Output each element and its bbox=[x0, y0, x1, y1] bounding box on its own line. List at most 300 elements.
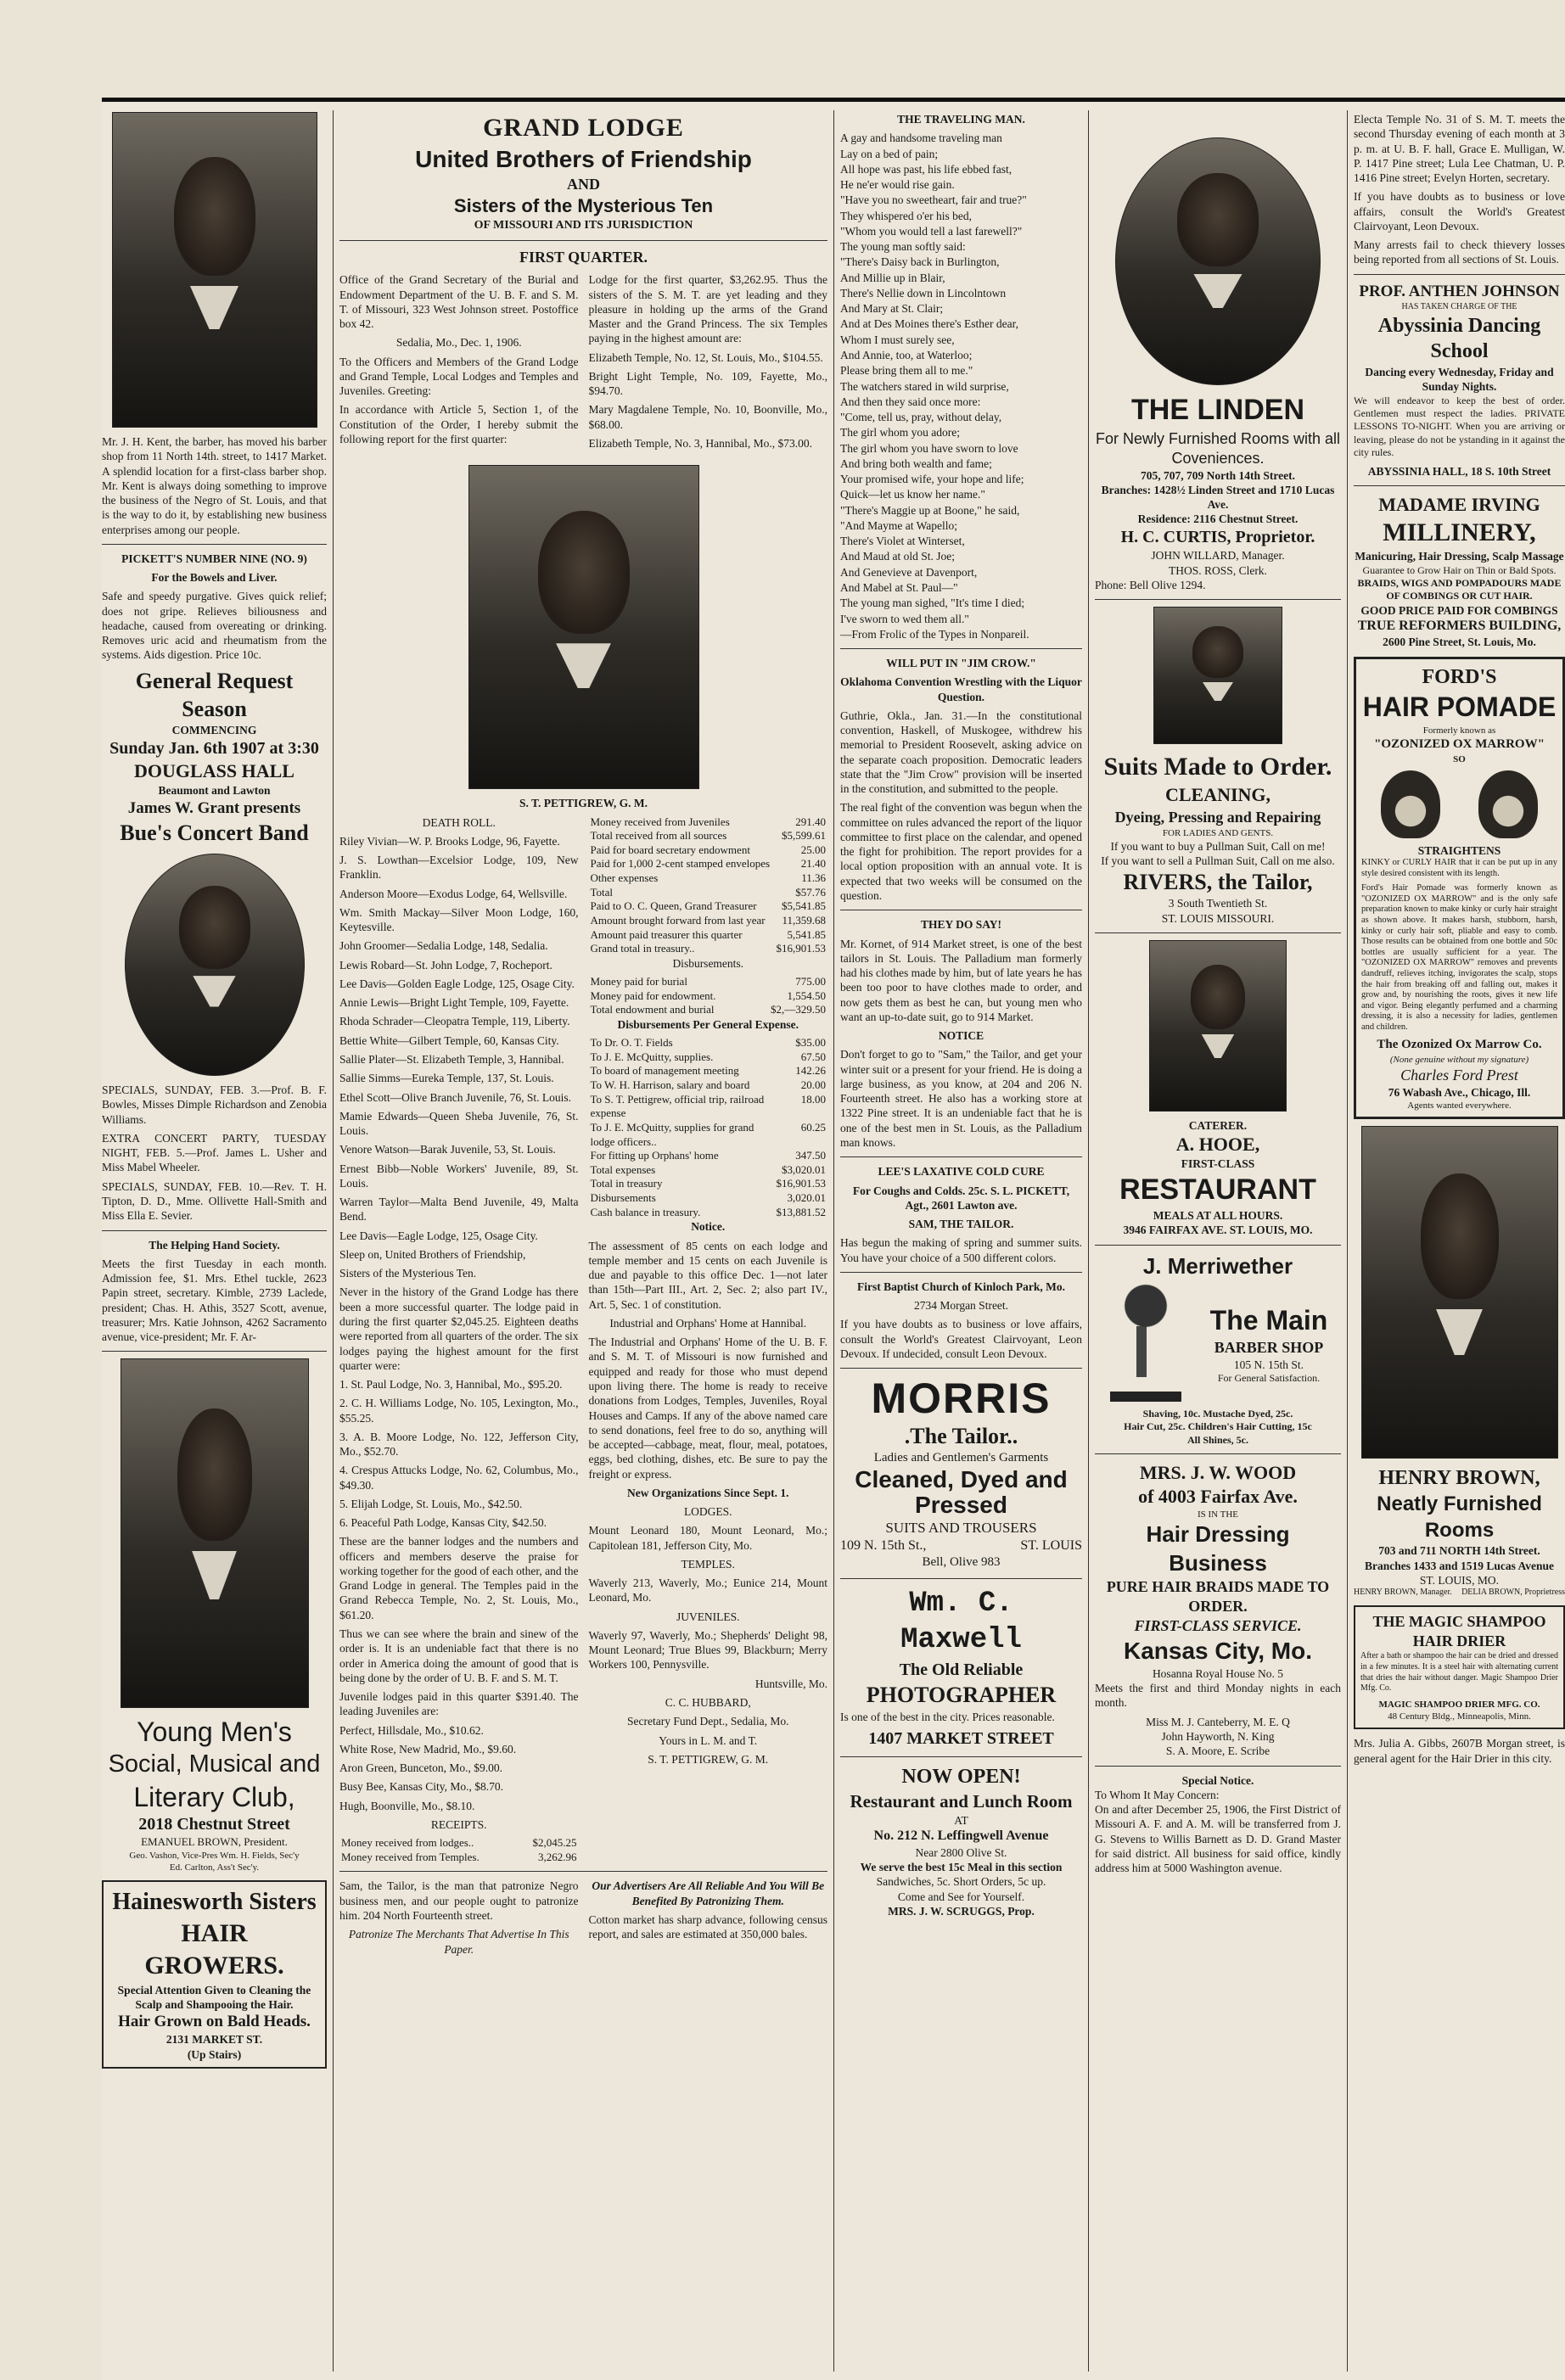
hooe-addr: 3946 FAIRFAX AVE. ST. LOUIS, MO. bbox=[1123, 1224, 1313, 1237]
reformers-addr: 2600 Pine Street, St. Louis, Mo. bbox=[1383, 636, 1536, 649]
barber: BARBER SHOP bbox=[1214, 1338, 1324, 1356]
column-4 bbox=[1095, 112, 1341, 2372]
table-row: Paid for board secretary endowment 25.00 bbox=[590, 843, 826, 856]
signature: Charles Ford Prest bbox=[1400, 1066, 1518, 1084]
column-rule bbox=[833, 110, 834, 2372]
column-1 bbox=[102, 112, 327, 2372]
lees-text: For Coughs and Colds. 25c. S. L. PICKETT, Agt., 2601 Lawton ave. bbox=[852, 1184, 1070, 1212]
specials-2: SPECIALS, SUNDAY, FEB. 10.—Rev. T. H. Tipton, D. D., Mme. Ollivette Hall-Smith and Miss Ella E. Sevier. bbox=[102, 1179, 327, 1223]
signature-1: C. C. HUBBARD, bbox=[665, 1696, 751, 1710]
club-portrait bbox=[121, 1358, 309, 1708]
irving: MADAME IRVING bbox=[1378, 493, 1540, 515]
fords-ad bbox=[1354, 657, 1565, 1119]
restaurant: RESTAURANT bbox=[1119, 1173, 1316, 1206]
kent-portrait bbox=[112, 112, 317, 428]
table-row: Paid for 1,000 2-cent stamped envelopes 21.40 bbox=[590, 857, 826, 871]
home-text: The Industrial and Orphans' Home of the U. B. F. and S. M. T. of Missouri is now furnished and equipped and ready for those who must depend upon living there. The home is ready to receive donations from Lodges, Temples, Juveniles, Royal Houses and Camps. If any of the above named care to send donations, feel free to do so, anything will be accepted—cabbage, meat, flour, meal, potatoes, eggs, bed clothing, dishes, etc. Be sure to pay the freight or express. bbox=[588, 1336, 827, 1481]
morris-suits: SUITS AND TROUSERS bbox=[885, 1520, 1037, 1537]
hw-grown: Hair Grown on Bald Heads. bbox=[118, 2013, 311, 2031]
morris-address bbox=[840, 1537, 1082, 1554]
arrests-text: Many arrests fail to check thievery losses being reported from all sections of St. Louis. bbox=[1354, 238, 1565, 266]
leffingwell: No. 212 N. Leffingwell Avenue bbox=[873, 1828, 1049, 1844]
notice-text: Don't forget to go to "Sam," the Tailor, and get your winter suit or a present for your friend. He is doing a large business, as you know, at 204 and 206 N. Fourteenth street. He also has a working store at 1322 Pine street. It is an undeniable fact that he is one of the best men in St. Louis, as the Palladium man knows. bbox=[840, 1048, 1082, 1149]
henry-addr: 703 and 711 NORTH 14th Street. bbox=[1378, 1544, 1540, 1558]
death-17: Warren Taylor—Malta Bend Juvenile, 49, Malta Bend. bbox=[339, 1196, 579, 1224]
meals: MEALS AT ALL HOURS. bbox=[1153, 1209, 1283, 1223]
theydo-title: THEY DO SAY! bbox=[920, 918, 1002, 932]
poem-line: "Have you no sweetheart, fair and true?" bbox=[840, 193, 1027, 207]
morris: MORRIS bbox=[871, 1375, 1052, 1423]
gibbs-text: Mrs. Julia A. Gibbs, 2607B Morgan street, is general agent for the Hair Drier in this city. bbox=[1354, 1737, 1565, 1765]
notice-title: Notice. bbox=[691, 1220, 726, 1234]
barber-addr: 105 N. 15th St. bbox=[1233, 1358, 1304, 1371]
poem-line: The girl whom you have sworn to love bbox=[840, 441, 1018, 455]
linden-mgr: JOHN WILLARD, Manager. bbox=[1151, 549, 1285, 563]
poem-line: Quick—let us know her name." bbox=[840, 488, 985, 501]
kent-article: Mr. J. H. Kent, the barber, has moved his barber shop from 11 North 14th. street, to 1417 Market. A splendid location for a first-class barber shop. Mr. Kent is always doing something to improve the business of the Negro of St. Louis, and that is the way to do it, by establishing new business enterprises among our people. bbox=[102, 435, 327, 536]
at: AT bbox=[954, 1813, 968, 1827]
pickett-title: PICKETT'S NUMBER NINE (NO. 9) bbox=[121, 552, 307, 565]
rivers-city: ST. LOUIS MISSOURI. bbox=[1161, 911, 1275, 925]
new-temples: Waverly 213, Waverly, Mo.; Eunice 214, Mount Leonard, Mo. bbox=[588, 1576, 827, 1604]
fords-text: Ford's Hair Pomade was formerly known as "OZONIZED OX MARROW" and is the only safe preparation known to make kinky or curly hair straight as shown above. It makes harsh, stubborn, harsh, kinky or curly hair soft, pliable and easy to comb. Those results can be obtained from one bottle and 50c bottles are usually sufficient for a year. The "OZONIZED OX MARROW" removes and prevents dandruff, relieves itching, invigorates the scalp, stops the hair from breaking off and falling out, makes it grow and, by nourishing the roots, gives it new life and vigor. Being elegantly perfumed and a charming dressing, it is also a necessity for ladies, gentlemen and children. bbox=[1361, 883, 1557, 1032]
club-sec: Geo. Vashon, Vice-Pres Wm. H. Fields, Sec'y bbox=[129, 1850, 300, 1861]
linden-addr: 705, 707, 709 North 14th Street. bbox=[1141, 468, 1295, 482]
poem-line: And Maud at old St. Joe; bbox=[840, 550, 955, 563]
poem-line: The watchers stared in wild surprise, bbox=[840, 379, 1009, 393]
poem-line: "Whom you would tell a last farewell?" bbox=[840, 224, 1023, 238]
hw-attention: Special Attention Given to Cleaning the Scalp and Shampooing the Hair. bbox=[117, 1983, 311, 2011]
kinky: KINKY or CURLY HAIR that it can be put up in any style desired consistent with its length. bbox=[1361, 857, 1557, 878]
table-row: Total received from all sources $5,599.61 bbox=[590, 829, 826, 843]
juvenile-2: White Rose, New Madrid, Mo., $9.60. bbox=[339, 1742, 517, 1756]
poem-line: Please bring them all to me." bbox=[840, 364, 973, 378]
grand-lodge-subtitle-2: Sisters of the Mysterious Ten bbox=[453, 195, 714, 217]
shaving: Shaving, 10c. Mustache Dyed, 25c. bbox=[1142, 1408, 1293, 1420]
club-title-1: Young Men's bbox=[137, 1716, 292, 1748]
intro-split bbox=[339, 272, 827, 455]
linden: THE LINDEN bbox=[1131, 394, 1304, 426]
poem-line: "And Mayme at Wapello; bbox=[840, 518, 958, 532]
officer-1: Miss M. J. Canteberry, M. E. Q bbox=[1146, 1715, 1290, 1728]
table-row: Disbursements 3,020.01 bbox=[590, 1191, 826, 1205]
cotton-text: Cotton market has sharp advance, following census report, and sales are estimated at 350,000 bales. bbox=[588, 1912, 827, 1941]
wood-addr: of 4003 Fairfax Ave. bbox=[1138, 1486, 1298, 1508]
accordance: In accordance with Article 5, Section 1, of the Constitution of the Order, I hereby submit the following report for the first quarter: bbox=[339, 403, 579, 445]
death-3: Anderson Moore—Exodus Lodge, 64, Wellsville. bbox=[339, 887, 568, 900]
hosanna: Hosanna Royal House No. 5 bbox=[1152, 1666, 1284, 1680]
table-row: To board of management meeting 142.26 bbox=[590, 1064, 826, 1078]
specials-1: SPECIALS, SUNDAY, FEB. 3.—Prof. B. F. Bowles, Misses Dimple Richardson and Zenobia Williams. bbox=[102, 1084, 327, 1126]
temple-1: Elizabeth Temple, No. 12, St. Louis, Mo., $104.55. bbox=[588, 350, 823, 364]
poem-line: And then they said once more: bbox=[840, 395, 981, 408]
poem-line: There's Nellie down in Lincolntown bbox=[840, 286, 1007, 300]
poem-line: And bring both wealth and fame; bbox=[840, 456, 992, 470]
table-row: Cash balance in treasury. $13,881.52 bbox=[590, 1205, 826, 1218]
near: Near 2800 Olive St. bbox=[915, 1845, 1007, 1859]
pickett-text: Safe and speedy purgative. Gives quick relief; does not gripe. Relieves biliousness and headache, caused from overeating or drinking. Removes uric acid and rheumatism from the systems. Aids digestion. Price 10c. bbox=[102, 590, 327, 662]
club-title-2: Social, Musical and bbox=[108, 1750, 321, 1778]
huntsville: Huntsville, Mo. bbox=[754, 1677, 827, 1690]
buy: If you want to buy a Pullman Suit, Call on me! bbox=[1110, 839, 1326, 853]
magic-co: MAGIC SHAMPOO DRIER MFG. CO. bbox=[1378, 1700, 1540, 1711]
sandwiches: Sandwiches, 5c. Short Orders, 5c up. bbox=[876, 1875, 1046, 1889]
good-price: GOOD PRICE PAID FOR COMBINGS bbox=[1360, 603, 1558, 617]
linden-sub: For Newly Furnished Rooms with all Coveniences. bbox=[1095, 429, 1341, 467]
poem-line: The young man sighed, "It's time I died; bbox=[840, 596, 1025, 610]
scruggs: MRS. J. W. SCRUGGS, Prop. bbox=[888, 1904, 1035, 1918]
table-row: Money paid for burial 775.00 bbox=[590, 975, 826, 988]
table-row: Money received from Juveniles 291.40 bbox=[590, 815, 826, 828]
death-10: Bettie White—Gilbert Temple, 60, Kansas City. bbox=[339, 1033, 559, 1047]
caterer: CATERER. bbox=[1188, 1119, 1248, 1133]
poem-line: —From Frolic of the Types in Nonpareil. bbox=[840, 627, 1029, 641]
club-pres: EMANUEL BROWN, President. bbox=[141, 1835, 288, 1849]
lodge-3: 3. A. B. Moore Lodge, No. 122, Jefferson City, Mo., $52.70. bbox=[339, 1430, 579, 1459]
poem-line: The girl whom you adore; bbox=[840, 426, 960, 440]
ozonized: "OZONIZED OX MARROW" bbox=[1374, 737, 1545, 752]
death-13: Ethel Scott—Olive Branch Juvenile, 76, St. Louis. bbox=[339, 1090, 571, 1104]
dyeing: Dyeing, Pressing and Repairing bbox=[1114, 808, 1321, 826]
death-12: Sallie Simms—Eureka Temple, 137, St. Louis. bbox=[339, 1072, 554, 1085]
disb-general-title: Disbursements Per General Expense. bbox=[617, 1017, 799, 1031]
main: The Main bbox=[1209, 1304, 1328, 1336]
poem-line: I've sworn to wed them all." bbox=[840, 612, 969, 625]
death-20: Sisters of the Mysterious Ten. bbox=[339, 1267, 477, 1280]
poem-line: And Annie, too, at Waterloo; bbox=[840, 348, 973, 361]
poem-line: "There's Maggie up at Boone," he said, bbox=[840, 503, 1020, 517]
poem-line: Lay on a bed of pain; bbox=[840, 147, 939, 160]
lodge-6: 6. Peaceful Path Lodge, Kansas City, $42.50. bbox=[339, 1516, 547, 1530]
table-row: To W. H. Harrison, salary and board 20.00 bbox=[590, 1078, 826, 1092]
poem-line: There's Violet at Winterset, bbox=[840, 535, 965, 548]
table-row: Paid to O. C. Queen, Grand Treasurer $5,541.85 bbox=[590, 899, 826, 913]
death-2: J. S. Lowthan—Excelsior Lodge, 109, New Franklin. bbox=[339, 854, 579, 882]
merriwether: J. Merriwether bbox=[1142, 1252, 1293, 1279]
neatly: Neatly Furnished Rooms bbox=[1377, 1492, 1542, 1542]
traveling-poem bbox=[840, 131, 1082, 641]
column-rule bbox=[1347, 110, 1348, 2372]
club-asst: Ed. Carlton, Ass't Sec'y. bbox=[169, 1862, 260, 1873]
henry-staff bbox=[1354, 1588, 1565, 1599]
sam-title: SAM, THE TAILOR. bbox=[908, 1218, 1014, 1231]
poem-line: The young man softly said: bbox=[840, 240, 966, 254]
table-row: Total expenses $3,020.01 bbox=[590, 1162, 826, 1176]
henry-branches: Branches 1433 and 1519 Lucas Avenue bbox=[1365, 1559, 1554, 1572]
hw-title-1: Hainesworth Sisters bbox=[112, 1888, 317, 1915]
death-11: Sallie Plater—St. Elizabeth Temple, 3, Hannibal. bbox=[339, 1052, 564, 1066]
death-1: Riley Vivian—W. P. Brooks Lodge, 96, Fayette. bbox=[339, 834, 560, 848]
table-row: To J. E. McQuitty, supplies. 67.50 bbox=[590, 1050, 826, 1063]
table-row: Amount brought forward from last year 11,359.68 bbox=[590, 913, 826, 927]
theydo-text: Mr. Kornet, of 914 Market street, is one of the best tailors in St. Louis. The Palladium man formerly had his clothes made by him, but of late years he has been too poor to have clothes made to order, and now gets them as best he can, but young men who want an up-to-date suit, go to 914 Market. bbox=[840, 937, 1082, 1023]
marrow-co: The Ozonized Ox Marrow Co. bbox=[1377, 1038, 1542, 1052]
hw-stairs: (Up Stairs) bbox=[187, 2047, 242, 2061]
morris-cleaned: Cleaned, Dyed and Pressed bbox=[855, 1465, 1068, 1519]
report-split bbox=[339, 815, 827, 1865]
hall: ABYSSINIA HALL, 18 S. 10th Street bbox=[1367, 464, 1551, 478]
guarantee: Guarantee to Grow Hair on Thin or Bald Spots. bbox=[1362, 563, 1557, 576]
grand-lodge-subtitle-3: OF MISSOURI AND ITS JURISDICTION bbox=[474, 219, 693, 232]
signature-2: Secretary Fund Dept., Sedalia, Mo. bbox=[627, 1715, 789, 1728]
special-notice: Special Notice. bbox=[1181, 1773, 1254, 1787]
baptist-title: First Baptist Church of Kinloch Park, Mo. bbox=[856, 1280, 1065, 1293]
barber-block bbox=[1095, 1280, 1341, 1408]
barber-chair-icon bbox=[1095, 1280, 1197, 1408]
poem-line: He ne'er would rise gain. bbox=[840, 178, 955, 192]
helping-text: Meets the first Tuesday in each month. Admission fee, $1. Mrs. Ethel tuckle, 2623 Papin street, secretary. Kimble, 2739 Laclede, president; Chas. H. Athis, 3527 Scott, avenue, treasurer; Mrs. Katie Johnson, 4262 Sacramento avenue, vice-president; Mr. F. Ar- bbox=[102, 1257, 327, 1344]
concern-text: On and after December 25, 1906, the First District of Missouri A. F. and A. M. will be transferred from J. G. Stevens to Willis Barnett as D. D. Grand Master for said district. All business for said office, kindly address him at 5000 Washington avenue. bbox=[1095, 1803, 1341, 1875]
service: FIRST-CLASS SERVICE. bbox=[1134, 1617, 1302, 1635]
baptist-text: If you have doubts as to business or love affairs, consult the World's Greatest Clairvoyant, Leon Devoux. If undecided, consult Leon Devoux. bbox=[840, 1318, 1082, 1360]
lodge-1: 1. St. Paul Lodge, No. 3, Hannibal, Mo., $95.20. bbox=[339, 1378, 563, 1392]
now-open: NOW OPEN! bbox=[901, 1766, 1021, 1789]
patronize-text: Patronize The Merchants That Advertise In This Paper. bbox=[348, 1928, 569, 1956]
general: For General Satisfaction. bbox=[1217, 1371, 1321, 1384]
sam-text: Has begun the making of spring and summer suits. You have your choice of a 500 different colors. bbox=[840, 1236, 1082, 1264]
ledger-b bbox=[589, 975, 828, 1017]
request-title: General Request Season bbox=[135, 668, 294, 721]
receipts-table bbox=[339, 1836, 579, 1864]
pickett-sub: For the Bowels and Liver. bbox=[151, 571, 278, 585]
braids: BRAIDS, WIGS AND POMPADOURS MADE OF COMBINGS OR CUT HAIR. bbox=[1357, 576, 1562, 602]
cleaning: CLEANING, bbox=[1164, 784, 1271, 806]
death-5: John Groomer—Sedalia Lodge, 148, Sedalia. bbox=[339, 939, 548, 953]
hairdressing: Hair Dressing Business bbox=[1146, 1521, 1290, 1576]
home-title: Industrial and Orphans' Home at Hannibal. bbox=[609, 1316, 807, 1330]
disb-title: Disbursements. bbox=[672, 956, 744, 970]
death-18: Lee Davis—Eagle Lodge, 125, Osage City. bbox=[339, 1229, 538, 1242]
pettigrew-caption: S. T. PETTIGREW, G. M. bbox=[519, 797, 648, 810]
poem-line: And Mabel at St. Paul—" bbox=[840, 580, 958, 594]
electa-text: Electa Temple No. 31 of S. M. T. meets the second Thursday evening of each month at 3 p. m. at U. B. F. hall, Grace E. Mulligan, W. P. 1417 Pine street; Lula Lee Chatman, U. P. 1416 Pine street; Evelyn Horten, secretary. bbox=[1354, 113, 1565, 185]
table-row: To J. E. McQuitty, supplies for grand lodge officers.. 60.25 bbox=[590, 1120, 826, 1148]
column-rule bbox=[333, 110, 334, 2372]
banner-text: These are the banner lodges and the numbers and officers and members deserve the praise for working together for the good of each other, and the Grand Lodge in general. The Temples paid in the Grand Rebecca Temple, No. 2, St. Louis, Mo., $61.20. bbox=[339, 1535, 579, 1621]
ladies: FOR LADIES AND GENTS. bbox=[1162, 827, 1274, 838]
juvenile-5: Hugh, Boonville, Mo., $8.10. bbox=[339, 1799, 475, 1812]
new-juveniles: Waverly 97, Waverly, Mo.; Shepherds' Delight 98, Mount Leonard; True Blues 99, Blackburn; Merry Workers 100, Pennysville. bbox=[588, 1628, 827, 1672]
hw-addr: 2131 MARKET ST. bbox=[165, 2033, 263, 2047]
request-date: Sunday Jan. 6th 1907 at 3:30 bbox=[109, 738, 319, 758]
band: Bue's Concert Band bbox=[120, 820, 309, 845]
column-3 bbox=[840, 112, 1082, 2372]
club-title-3: Literary Club, bbox=[133, 1781, 295, 1812]
lodges-title: LODGES. bbox=[683, 1505, 732, 1519]
receipts-title: RECEIPTS. bbox=[430, 1817, 487, 1831]
temple-2: Bright Light Temple, No. 109, Fayette, Mo., $94.70. bbox=[588, 369, 827, 398]
and: AND bbox=[567, 176, 600, 193]
poem-line: Whom I must surely see, bbox=[840, 333, 955, 346]
rivers: RIVERS, the Tailor, bbox=[1123, 870, 1313, 895]
is-in: IS IN THE bbox=[1197, 1509, 1239, 1520]
so: SO bbox=[1453, 753, 1466, 764]
hair-illustration-icon bbox=[1361, 770, 1557, 838]
suits: Suits Made to Order. bbox=[1103, 753, 1332, 781]
rivers-addr: 3 South Twentieth St. bbox=[1168, 897, 1268, 910]
death-14: Mamie Edwards—Queen Sheba Juvenile, 76, St. Louis. bbox=[339, 1109, 579, 1138]
doubts-text: If you have doubts as to business or love affairs, consult the World's Greatest Clairvoyant, Leon Devoux. bbox=[1354, 190, 1565, 232]
juvenile-4: Busy Bee, Kansas City, Mo., $8.70. bbox=[339, 1780, 503, 1794]
table-row: Money received from lodges.. $2,045.25 bbox=[341, 1836, 577, 1850]
morris-addr-2: ST. LOUIS bbox=[1020, 1537, 1082, 1553]
temples-title: TEMPLES. bbox=[681, 1557, 735, 1571]
come: Come and See for Yourself. bbox=[897, 1890, 1025, 1903]
first-quarter: FIRST QUARTER. bbox=[519, 249, 648, 266]
temple-4: Elizabeth Temple, No. 3, Hannibal, Mo., $73.00. bbox=[588, 437, 813, 450]
magic-text: After a bath or shampoo the hair can be dried and dressed in a few minutes. It is a steel hair with alternating current that dries the hair without danger. Magic Shampoo Drier Mfg. Co. bbox=[1360, 1650, 1558, 1694]
poem-line: And at Des Moines there's Esther dear, bbox=[840, 317, 1018, 331]
never-text: Never in the history of the Grand Lodge has there been a more successful quarter. The lodge paid in during the first quarter $2,045.25. Eighteen deaths were reported from all quarters of the order. The six lodges paying the highest amount for the first quarter were: bbox=[339, 1285, 579, 1372]
table-row: Grand total in treasury.. $16,901.53 bbox=[590, 942, 826, 955]
maxwell-text: Is one of the best in the city. Prices reasonable. bbox=[840, 1710, 1055, 1723]
column-5 bbox=[1354, 112, 1565, 2372]
death-4: Wm. Smith Mackay—Silver Moon Lodge, 160, Keytesville. bbox=[339, 905, 579, 934]
grant: James W. Grant presents bbox=[127, 798, 301, 817]
maxwell-photo: PHOTOGRAPHER bbox=[866, 1683, 1057, 1708]
shines: All Shines, 5c. bbox=[1186, 1433, 1248, 1446]
fords: FORD'S bbox=[1422, 665, 1497, 688]
hooe-portrait bbox=[1149, 940, 1287, 1112]
notice-text: The assessment of 85 cents on each lodge and temple member and 15 cents on each Juvenile is due and payable to this office Dec. 1—not later than 15th—Part III., Art. 2, Sec. 2; also part IV., Art. 5, Sec. 1 of constitution. bbox=[588, 1239, 827, 1311]
death-8: Annie Lewis—Bright Light Temple, 109, Fayette. bbox=[339, 996, 569, 1010]
death-9: Rhoda Schrader—Cleopatra Temple, 119, Liberty. bbox=[339, 1015, 570, 1028]
hosanna-text: Meets the first and third Monday nights in each month. bbox=[1095, 1682, 1341, 1710]
poem-line: "There's Daisy back in Burlington, bbox=[840, 255, 1000, 269]
thus-text: Thus we can see where the brain and sinew of the order is. It is an undeniable fact that there is no order in America doing the amount of good that is being done by the order of U. B. F. and S. M. T. bbox=[339, 1627, 579, 1684]
formerly: Formerly known as bbox=[1422, 725, 1496, 736]
column-rule bbox=[1088, 110, 1089, 2372]
table-row: For fitting up Orphans' home 347.50 bbox=[590, 1149, 826, 1162]
sam-text: Sam, the Tailor, is the man that patronize Negro business men, and our people ought to patronize him. 204 North Fourteenth street. bbox=[339, 1879, 579, 1922]
juvenile-3: Aron Green, Bunceton, Mo., $9.00. bbox=[339, 1761, 502, 1775]
juveniles-title: JUVENILES. bbox=[676, 1610, 740, 1623]
maxwell: Wm. C. Maxwell bbox=[900, 1587, 1022, 1657]
ledger-c bbox=[589, 1036, 828, 1219]
table-row: Total endowment and burial $2,—329.50 bbox=[590, 1003, 826, 1016]
death-19: Sleep on, United Brothers of Friendship, bbox=[339, 1247, 526, 1261]
signature-4: S. T. PETTIGREW, G. M. bbox=[648, 1752, 769, 1766]
linden-phone: Phone: Bell Olive 1294. bbox=[1095, 578, 1206, 591]
new-lodges: Mount Leonard 180, Mount Leonard, Mo.; Capitolean 181, Jefferson City, Mo. bbox=[588, 1524, 827, 1552]
table-row: Money paid for endowment. 1,554.50 bbox=[590, 988, 826, 1002]
morris-bell: Bell, Olive 983 bbox=[922, 1555, 1001, 1570]
braids: PURE HAIR BRAIDS MADE TO ORDER. bbox=[1106, 1578, 1330, 1616]
sedalia-date: Sedalia, Mo., Dec. 1, 1906. bbox=[395, 336, 522, 350]
morris-addr-1: 109 N. 15th St., bbox=[840, 1537, 927, 1553]
advertisers-text: Our Advertisers Are All Reliable And You Will Be Benefited By Patronizing Them. bbox=[592, 1879, 825, 1907]
none-genuine: (None genuine without my signature) bbox=[1389, 1054, 1529, 1065]
new-orgs-title: New Organizations Since Sept. 1. bbox=[627, 1486, 789, 1499]
henry-brown-portrait bbox=[1361, 1126, 1558, 1459]
crow-text-2: The real fight of the convention was begun when the committee on rules advanced the report of the liquor committee to first place on the calendar, and opened the fight for prohibition. The report provides for a local option proposition with an annual vote. It is expected that two weeks will be consumed on the question. bbox=[840, 801, 1082, 903]
temple-3: Mary Magdalene Temple, No. 10, Boonville, Mo., $68.00. bbox=[588, 403, 827, 431]
death-15: Venore Watson—Barak Juvenile, 53, St. Louis. bbox=[339, 1143, 556, 1156]
lodge-4: 4. Crespus Attucks Lodge, No. 62, Columbus, Mo., $49.30. bbox=[339, 1464, 579, 1492]
maxwell-addr: 1407 MARKET STREET bbox=[868, 1728, 1054, 1748]
ledger-a bbox=[589, 815, 828, 956]
crow-title: WILL PUT IN "JIM CROW." bbox=[886, 657, 1036, 670]
intro-right: Lodge for the first quarter, $3,262.95. Thus the sisters of the S. M. T. are yet leading and they pleasure in holding up the arms of the Grand Master and the Grand Princess. The six Temples paying in the highest amount are: bbox=[588, 273, 827, 345]
anthen: PROF. ANTHEN JOHNSON bbox=[1359, 282, 1560, 300]
helping-title: The Helping Hand Society. bbox=[149, 1238, 280, 1252]
magic: THE MAGIC SHAMPOO HAIR DRIER bbox=[1372, 1612, 1546, 1649]
intro-left: Office of the Grand Secretary of the Burial and Endowment Department of the U. B. F. and S. M. T. of Missouri, 323 West Johnson street. Postoffice box 42. bbox=[339, 273, 579, 331]
pomade: HAIR POMADE bbox=[1362, 692, 1557, 723]
to-officers: To the Officers and Members of the Grand Lodge and Grand Temple, Local Lodges and Temples and Juveniles. Greeting: bbox=[339, 355, 579, 398]
poem-line: All hope was past, his life ebbed fast, bbox=[840, 162, 1012, 176]
officer-2: John Hayworth, N. King bbox=[1161, 1730, 1275, 1743]
lees-title: LEE'S LAXATIVE COLD CURE bbox=[878, 1165, 1045, 1179]
poem-line: And Genevieve at Davenport, bbox=[840, 565, 978, 579]
concern: To Whom It May Concern: bbox=[1095, 1788, 1220, 1801]
henry: HENRY BROWN, bbox=[1378, 1467, 1540, 1490]
linden-branches: Branches: 1428½ Linden Street and 1710 Lucas Ave. bbox=[1101, 483, 1335, 512]
death-roll-title: DEATH ROLL. bbox=[422, 815, 496, 829]
commencing: COMMENCING bbox=[171, 724, 257, 737]
linden-clerk: THOS. ROSS, Clerk. bbox=[1169, 563, 1267, 577]
hainesworth-ad bbox=[102, 1880, 327, 2069]
wood: MRS. J. W. WOOD bbox=[1139, 1462, 1297, 1484]
abyssinia: Abyssinia Dancing School bbox=[1377, 314, 1541, 363]
charge: HAS TAKEN CHARGE OF THE bbox=[1401, 301, 1517, 311]
douglass-hall: DOUGLASS HALL bbox=[134, 760, 294, 782]
officer-3: S. A. Moore, E. Scribe bbox=[1165, 1744, 1271, 1758]
kansas-city: Kansas City, Mo. bbox=[1124, 1638, 1312, 1665]
grand-lodge-title: GRAND LODGE bbox=[483, 114, 684, 142]
poem-line: "Come, tell us, pray, without delay, bbox=[840, 411, 1002, 424]
haircut: Hair Cut, 25c. Children's Hair Cutting, 15c bbox=[1124, 1420, 1312, 1433]
poem-line: And Mary at St. Clair; bbox=[840, 302, 944, 316]
crow-sub: Oklahoma Convention Wrestling with the Liquor Question. bbox=[840, 675, 1082, 703]
agents: Agents wanted everywhere. bbox=[1407, 1100, 1512, 1112]
bue-portrait bbox=[125, 854, 305, 1076]
poem-line: A gay and handsome traveling man bbox=[840, 132, 1002, 145]
hooe: A. HOOE, bbox=[1175, 1134, 1260, 1156]
newspaper-page bbox=[102, 98, 1565, 2380]
poem-line: Your promised wife, your hope and life; bbox=[840, 473, 1024, 486]
grand-lodge-subtitle-1: United Brothers of Friendship bbox=[415, 146, 752, 173]
notice-title: NOTICE bbox=[938, 1029, 984, 1043]
poem-line: They whispered o'er his bed, bbox=[840, 209, 973, 222]
signature-3: Yours in L. M. and T. bbox=[659, 1733, 758, 1747]
linden-res: Residence: 2116 Chestnut Street. bbox=[1137, 512, 1299, 526]
linden-portrait bbox=[1115, 137, 1321, 385]
death-16: Ernest Bibb—Noble Workers' Juvenile, 89, St. Louis. bbox=[339, 1162, 579, 1190]
lodge-2: 2. C. H. Williams Lodge, No. 105, Lexington, Mo., $55.25. bbox=[339, 1397, 579, 1425]
straightens: STRAIGHTENS bbox=[1417, 843, 1501, 857]
crow-text-1: Guthrie, Okla., Jan. 31.—In the constitutional convention, Haskell, of Muskogee, withdrew his memorial to President Roosevelt, asking advice on the separate coach proposition. Democratic leaders state that the "Jim Crow" provision will be inserted in the constitution, and submitted to the people. bbox=[840, 708, 1082, 796]
dancing: Dancing every Wednesday, Friday and Sunday Nights. bbox=[1365, 366, 1554, 394]
footer-split bbox=[339, 1879, 827, 1960]
pettigrew-portrait bbox=[468, 465, 699, 789]
poem-line: And Millie up in Blair, bbox=[840, 271, 945, 284]
juvenile-1: Perfect, Hillsdale, Mo., $10.62. bbox=[339, 1723, 484, 1737]
restaurant: Restaurant and Lunch Room bbox=[850, 1791, 1073, 1812]
manicuring: Manicuring, Hair Dressing, Scalp Massage bbox=[1355, 550, 1564, 563]
table-row: To Dr. O. T. Fields $35.00 bbox=[590, 1036, 826, 1050]
magic-ad bbox=[1354, 1605, 1565, 1729]
death-7: Lee Davis—Golden Eagle Lodge, 125, Osage City. bbox=[339, 977, 575, 990]
morris-ladies: Ladies and Gentlemen's Garments bbox=[873, 1451, 1049, 1465]
reformers: TRUE REFORMERS BUILDING, bbox=[1357, 618, 1562, 633]
first-class: FIRST-CLASS bbox=[1181, 1157, 1255, 1171]
table-row: Other expenses 11.36 bbox=[590, 871, 826, 885]
table-row: Money received from Temples. 3,262.96 bbox=[341, 1850, 577, 1863]
table-row: To S. T. Pettigrew, official trip, railroad expense 18.00 bbox=[590, 1092, 826, 1120]
rivers-portrait bbox=[1153, 607, 1282, 744]
henry-mgr: HENRY BROWN, Manager. bbox=[1354, 1588, 1452, 1598]
